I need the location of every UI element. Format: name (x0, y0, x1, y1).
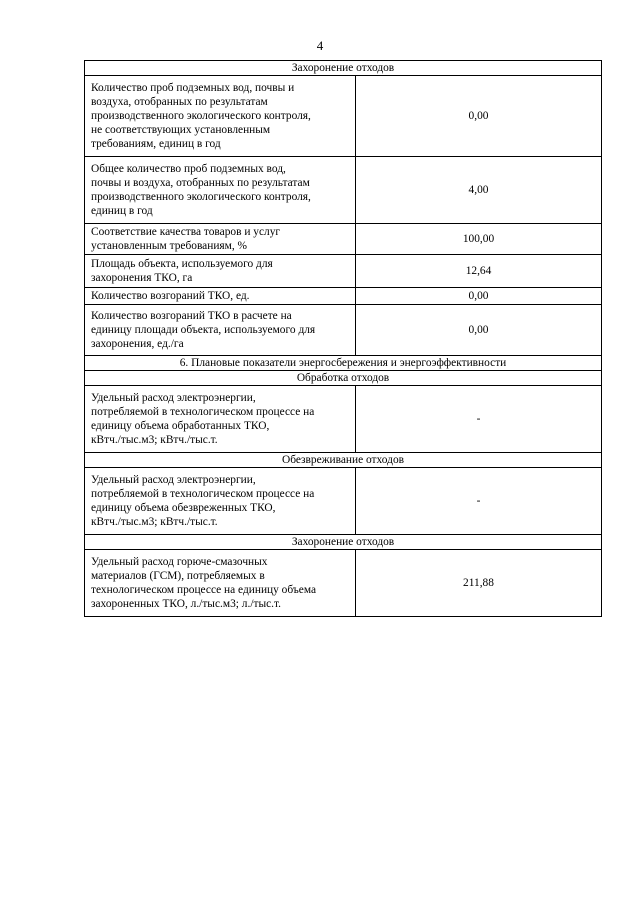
section-header-burial-2: Захоронение отходов (85, 535, 602, 550)
page-number: 4 (316, 38, 324, 53)
label-line: воздуха, отобранных по результатам (91, 96, 268, 108)
label-line: Удельный расход горюче-смазочных (91, 556, 268, 568)
label-line: почвы и воздуха, отобранных по результатам (91, 177, 310, 189)
label-line: Соответствие качества товаров и услуг (91, 226, 281, 238)
indicator-value: 211,88 (356, 550, 602, 617)
label-line: Общее количество проб подземных вод, (91, 163, 286, 175)
label-line: Количество возгораний ТКО в расчете на (91, 310, 292, 322)
label-line: технологическом процессе на единицу объема (91, 584, 317, 596)
label-line: кВтч./тыс.м3; кВтч./тыс.т. (91, 516, 218, 528)
table-row (85, 468, 602, 535)
section-row (85, 356, 602, 371)
label-line: захоронения ТКО, га (91, 272, 193, 284)
label-line: потребляемой в технологическом процессе на (91, 406, 315, 418)
section-header-burial: Захоронение отходов (85, 61, 602, 76)
label-line: единиц в год (91, 205, 153, 217)
indicator-label (85, 288, 356, 305)
section-row (85, 61, 602, 76)
label-line: материалов (ГСМ), потребляемых в (91, 570, 265, 582)
indicator-label (85, 386, 356, 453)
label-line: единицу объема обработанных ТКО, (91, 420, 270, 432)
label-line: единицу площади объекта, используемого для (91, 324, 316, 336)
indicator-value: - (356, 468, 602, 535)
indicator-label (85, 255, 356, 288)
section-row (85, 535, 602, 550)
indicator-value: 4,00 (356, 157, 602, 224)
table-row (85, 157, 602, 224)
indicator-label (85, 550, 356, 617)
label-line: установленным требованиям, % (91, 240, 248, 252)
table-row (85, 550, 602, 617)
table-row (85, 255, 602, 288)
indicator-label (85, 468, 356, 535)
indicator-value: - (356, 386, 602, 453)
table-row (85, 305, 602, 356)
section-row (85, 453, 602, 468)
label-line: Площадь объекта, используемого для (91, 258, 273, 270)
table-row (85, 224, 602, 255)
label-line: производственного экологического контроля, (91, 110, 311, 122)
indicator-label (85, 157, 356, 224)
indicator-value: 0,00 (356, 288, 602, 305)
section-header-processing: Обработка отходов (85, 371, 602, 386)
label-line: потребляемой в технологическом процессе на (91, 488, 315, 500)
table-row (85, 288, 602, 305)
label-line: Удельный расход электроэнергии, (91, 474, 256, 486)
table-row (85, 76, 602, 157)
table-row (85, 386, 602, 453)
section-row (85, 371, 602, 386)
indicator-value: 100,00 (356, 224, 602, 255)
section-header-neutralization: Обезвреживание отходов (85, 453, 602, 468)
indicator-label (85, 305, 356, 356)
label-line: производственного экологического контроля, (91, 191, 311, 203)
label-line: Количество проб подземных вод, почвы и (91, 82, 295, 94)
indicator-value: 0,00 (356, 305, 602, 356)
label-line: захоронения, ед./га (91, 338, 184, 350)
indicator-value: 12,64 (356, 255, 602, 288)
indicator-label (85, 224, 356, 255)
label-line: Количество возгораний ТКО, ед. (91, 290, 250, 302)
indicator-value: 0,00 (356, 76, 602, 157)
label-line: не соответствующих установленным (91, 124, 271, 136)
label-line: кВтч./тыс.м3; кВтч./тыс.т. (91, 434, 218, 446)
label-line: захороненных ТКО, л./тыс.м3; л./тыс.т. (91, 598, 281, 610)
indicator-label (85, 76, 356, 157)
section-header-energy: 6. Плановые показатели энергосбережения и энергоэффективности (85, 356, 602, 371)
label-line: Удельный расход электроэнергии, (91, 392, 256, 404)
indicators-table (84, 60, 602, 617)
label-line: требованиям, единиц в год (91, 138, 221, 150)
label-line: единицу объема обезвреженных ТКО, (91, 502, 276, 514)
